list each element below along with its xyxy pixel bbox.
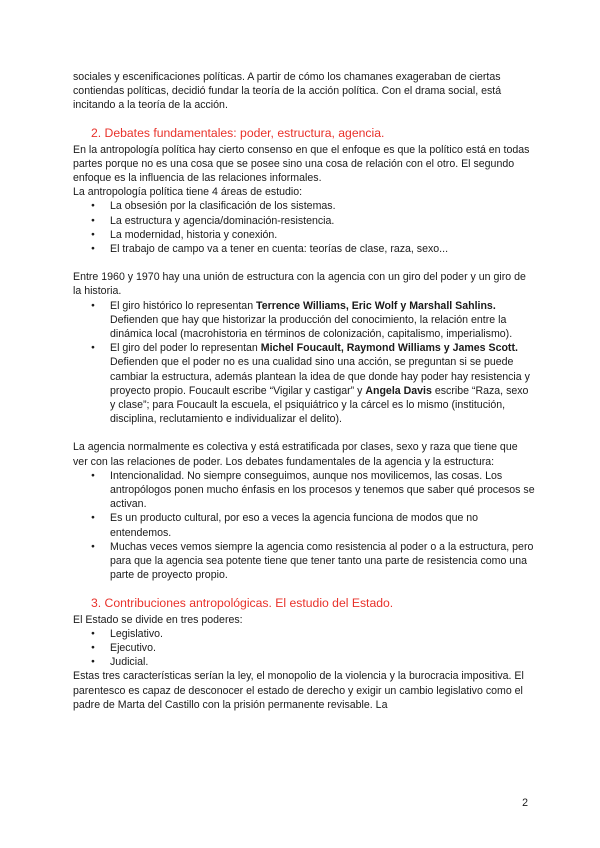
list-item: ● Es un producto cultural, por eso a veces la agencia funciona de modos que no entendemos. [73, 511, 535, 539]
agency-paragraph: La agencia normalmente es colectiva y está estratificada por clases, sexo y raza que tiene que ver con las relaciones de poder. Los debates fundamentales de la agencia y la estructura: [73, 441, 518, 468]
list-item: ● La modernidad, historia y conexión. [73, 228, 535, 242]
list-item: ● Intencionalidad. No siempre conseguimos, aunque nos movilicemos, las cosas. Los antropólogos ponen mucho énfasis en los procesos y tenemos que saber qué procesos se activan. [73, 469, 535, 512]
list-item: ● El trabajo de campo va a tener en cuenta: teorías de clase, raza, sexo... [73, 242, 535, 256]
list-item: ● Legislativo. [73, 627, 535, 641]
areas-list [73, 199, 535, 256]
power-turn-authors: Michel Foucault, Raymond Williams y James Scott. [260, 342, 518, 355]
turns-list [73, 299, 535, 427]
turn-paragraph: Entre 1960 y 1970 hay una unión de estructura con la agencia con un giro del poder y un giro de la historia. [73, 271, 526, 298]
list-item: ● La estructura y agencia/dominación-resistencia. [73, 214, 535, 228]
power-turn-item [73, 341, 535, 426]
list-item: ● Muchas veces vemos siempre la agencia como resistencia al poder o a la estructura, pero para que la agencia sea potente tiene que tener tanto una parte de resistencia como una parte de proyecto propio. [73, 540, 535, 583]
list-item: ● Judicial. [73, 655, 535, 669]
powers-list [73, 627, 535, 670]
historic-turn-lead: El giro histórico lo representan [110, 299, 257, 312]
areas-intro: La antropología política tiene 4 áreas de estudio: [73, 186, 303, 199]
intro-paragraph: sociales y escenificaciones políticas. A partir de cómo los chamanes exageraban de ciertas contiendas políticas, decidió fundar la teoría de la acción política. Con el drama social, está incitando a la teoría de la acción. [73, 71, 502, 112]
closing-paragraph: Estas tres características serían la ley, el monopolio de la violencia y la burocracia impositiva. El parentesco es capaz de desconocer el estado de derecho y exigir un cambio legislativo como el padre de Marta del Castillo con la prisión permanente revisable. La [73, 670, 524, 711]
list-item: ● La obsesión por la clasificación de los sistemas. [73, 199, 535, 213]
historic-turn-item [73, 299, 535, 342]
page-number: 2 [522, 797, 528, 809]
historic-turn-authors: Terrence Williams, Eric Wolf y Marshall Sahlins. [256, 299, 496, 312]
power-turn-author-2: Angela Davis [365, 384, 432, 397]
historic-turn-rest: Defienden que hay que historizar la producción del conocimiento, la relación entre la dinámica local (macrohistoria en términos de colonización, capitalismo, imperialismo). [110, 313, 513, 341]
agency-points-list [73, 469, 535, 583]
page-content [73, 70, 535, 712]
power-turn-lead: El giro del poder lo representan [110, 342, 261, 355]
list-item: ● Ejecutivo. [73, 641, 535, 655]
section-2-paragraph-1: En la antropología política hay cierto consenso en que el enfoque es que la político está en todas partes porque no es una cosa que se posee sino una cosa de relación con el otro. El segundo enfoque es la influencia de las relaciones informales. [73, 143, 530, 185]
powers-intro: El Estado se divide en tres poderes: [73, 613, 243, 626]
power-turn-rest-1: Defienden que el poder no es una cualidad sino una acción, se preguntan si se puede cambiar la estructura, además plantean la idea de que donde hay poder hay resistencia y proyecto propio. Foucault escribe “Vigilar y castigar” y [110, 356, 530, 397]
section-2-heading: 2. Debates fundamentales: poder, estructura, agencia. [91, 125, 385, 140]
power-turn-rest-2: escribe “Raza, sexo y clase”; para Foucault la escuela, el psiquiátrico y la cárcel es lo mismo (institución, disciplina, reclutamiento e individualizar el delito). [110, 384, 529, 426]
section-3-heading: 3. Contribuciones antropológicas. El estudio del Estado. [91, 595, 394, 610]
